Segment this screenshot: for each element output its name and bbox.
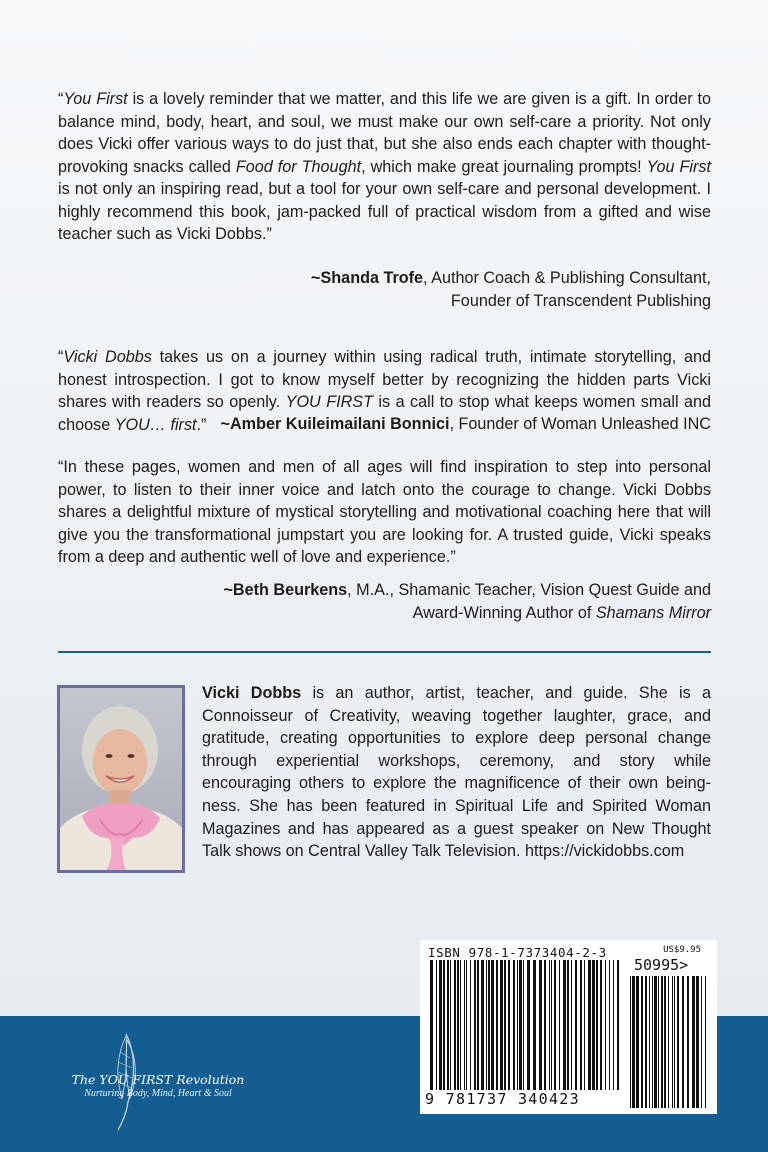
barcode-bar [652,976,653,1108]
barcode-bar [571,960,572,1090]
barcode-bar [658,976,659,1108]
barcode-bar [696,976,699,1108]
barcode-bar [466,960,467,1090]
addon-barcode-bars [630,976,710,1108]
barcode-bar [617,960,619,1090]
barcode-bar [649,976,650,1108]
barcode-bar [559,960,560,1090]
barcode-bar [504,960,506,1090]
ean-digits: 9 781737 340423 [425,1090,580,1108]
barcode-bar [632,976,635,1108]
barcode-bar [705,976,706,1108]
barcode-bar [551,960,552,1090]
author-portrait-illustration [60,688,182,870]
barcode-bar [575,960,577,1090]
price-label: US$9.95 [663,945,701,955]
barcode-bar [674,976,675,1108]
author-photo [57,685,185,873]
barcode-bar [486,960,487,1090]
publisher-logo [58,1032,258,1132]
barcode-bar [519,960,522,1090]
barcode-bar [645,976,647,1108]
barcode-bar [584,960,585,1090]
barcode-bar [470,960,471,1090]
barcode-bar [477,960,479,1090]
attribution-role: , Founder of Woman Unleashed INC [449,415,711,433]
barcode-bar [439,960,442,1090]
barcode-bar [527,960,530,1090]
barcode-bar [609,960,610,1090]
barcode-bar [491,960,494,1090]
barcode-bar [567,960,569,1090]
barcode-bar [488,960,490,1090]
attribution-role: , M.A., Shamanic Teacher, Vision Quest Guide and [347,581,711,599]
barcode-bar [701,976,702,1108]
barcode-bar [664,976,666,1108]
barcode-bar [549,960,550,1090]
logo-title: The YOU FIRST Revolution [71,1072,245,1087]
barcode-bar [539,960,542,1090]
barcode-bar [447,960,449,1090]
ean-barcode-bars [430,960,622,1090]
isbn-label: ISBN 978-1-7373404-2-3 [428,945,607,960]
book-title: Shamans Mirror [595,603,711,622]
attribution-role-line2: Award-Winning Author of [412,603,596,622]
author-bio [202,682,711,863]
barcode-bar [443,960,445,1090]
barcode-bar [592,960,595,1090]
barcode-bar [682,976,684,1108]
quote-beth-beurkens [58,456,711,569]
barcode-bar [641,976,643,1108]
barcode-bar [517,960,518,1090]
barcode-bar [500,960,503,1090]
barcode-bar [692,976,695,1108]
barcode-bar [668,976,669,1108]
barcode-bar [464,960,465,1090]
attribution-role: , Author Coach & Publishing Consultant, [423,269,711,287]
barcode-bar [654,976,657,1108]
quote-shanda-trofe [58,88,711,246]
barcode-bar [523,960,524,1090]
barcode-bar [661,976,663,1108]
barcode-bar [508,960,510,1090]
barcode-bar [613,960,614,1090]
barcode-bar [436,960,437,1090]
barcode-bar [588,960,591,1090]
author-bio-text: is an author, artist, teacher, and guide. She is a Connoisseur of Creativity, weaving together laughter, grace, and gratitude, creating opportunities to explore deep personal change through experiential workshops, ceremony, and story while encouraging others to explore the magnificence of their own being-ness. She has been featured in Spiritual Life and Spirited Woman Magazines and has appeared as a guest speaker on New Thought Talk shows on Central Valley Talk Television. https://vickidobbs.com [202,684,712,861]
attribution-beth-beurkens [151,579,711,624]
attribution-amber-bonnici [151,413,711,436]
barcode-bar [454,960,456,1090]
barcode-bar [474,960,476,1090]
barcode-bar [605,960,606,1090]
barcode-bar [636,976,639,1108]
barcode-bar [450,960,451,1090]
barcode-bar [496,960,498,1090]
logo-subtitle: Nurturing Body, Mind, Heart & Soul [84,1088,232,1099]
section-divider [58,651,711,653]
barcode-bar [554,960,556,1090]
barcode-bar [596,960,598,1090]
barcode-bar [481,960,484,1090]
attribution-role-line2: Founder of Transcendent Publishing [450,291,711,310]
barcode-bar [457,960,459,1090]
barcode-bar [460,960,461,1090]
barcode-bar [533,960,536,1090]
attribution-name: ~Shanda Trofe [311,269,424,287]
isbn-barcode [420,940,717,1114]
barcode-bar [677,976,679,1108]
quote-text: “In these pages, women and men of all ages will find inspiration to step into personal power, to listen to their inner voice and latch onto the courage to change. Vicki Dobbs shares a delightful mixture of mystical storytelling and motivational coaching here that will give you the transformational jumpstart you are looking for. A trusted guide, Vicki speaks from a deep and authentic well of love and experience.” [58,458,711,566]
quote-text: “You First is a lovely reminder that we matter, and this life we are given is a gift. In order to balance mind, body, heart, and soul, we must make our own self-care a priority. Not only does Vicki offer various ways to do just that, but she also ends each chapter with thought-provoking snacks called Food for Thought, which make great journaling prompts! You First is not only an inspiring read, but a tool for your own self-care and personal development. I highly recommend this book, jam-packed full of practical wisdom from a gifted and wise teacher such as Vicki Dobbs.” [58,90,712,243]
barcode-bar [687,976,689,1108]
attribution-name: ~Amber Kuileimailani Bonnici [220,415,450,433]
barcode-bar [580,960,582,1090]
author-name: Vicki Dobbs [202,684,302,702]
attribution-name: ~Beth Beurkens [223,581,348,599]
barcode-bar [600,960,602,1090]
quote-text: “Vicki Dobbs takes us on a journey within using radical truth, intimate storytelling, and honest introspection. I got to know myself better by recognizing the hidden parts Vicki shares with readers so openly. YOU FIRST is a call to stop what keeps women small and choose YOU… first.” [58,348,712,434]
barcode-bar [430,960,433,1090]
barcode-bar [630,976,631,1108]
barcode-bar [563,960,566,1090]
barcode-bar [672,976,673,1108]
addon-digits: 50995> [634,956,689,974]
barcode-bar [544,960,546,1090]
barcode-bar [513,960,515,1090]
attribution-shanda-trofe [151,267,711,312]
